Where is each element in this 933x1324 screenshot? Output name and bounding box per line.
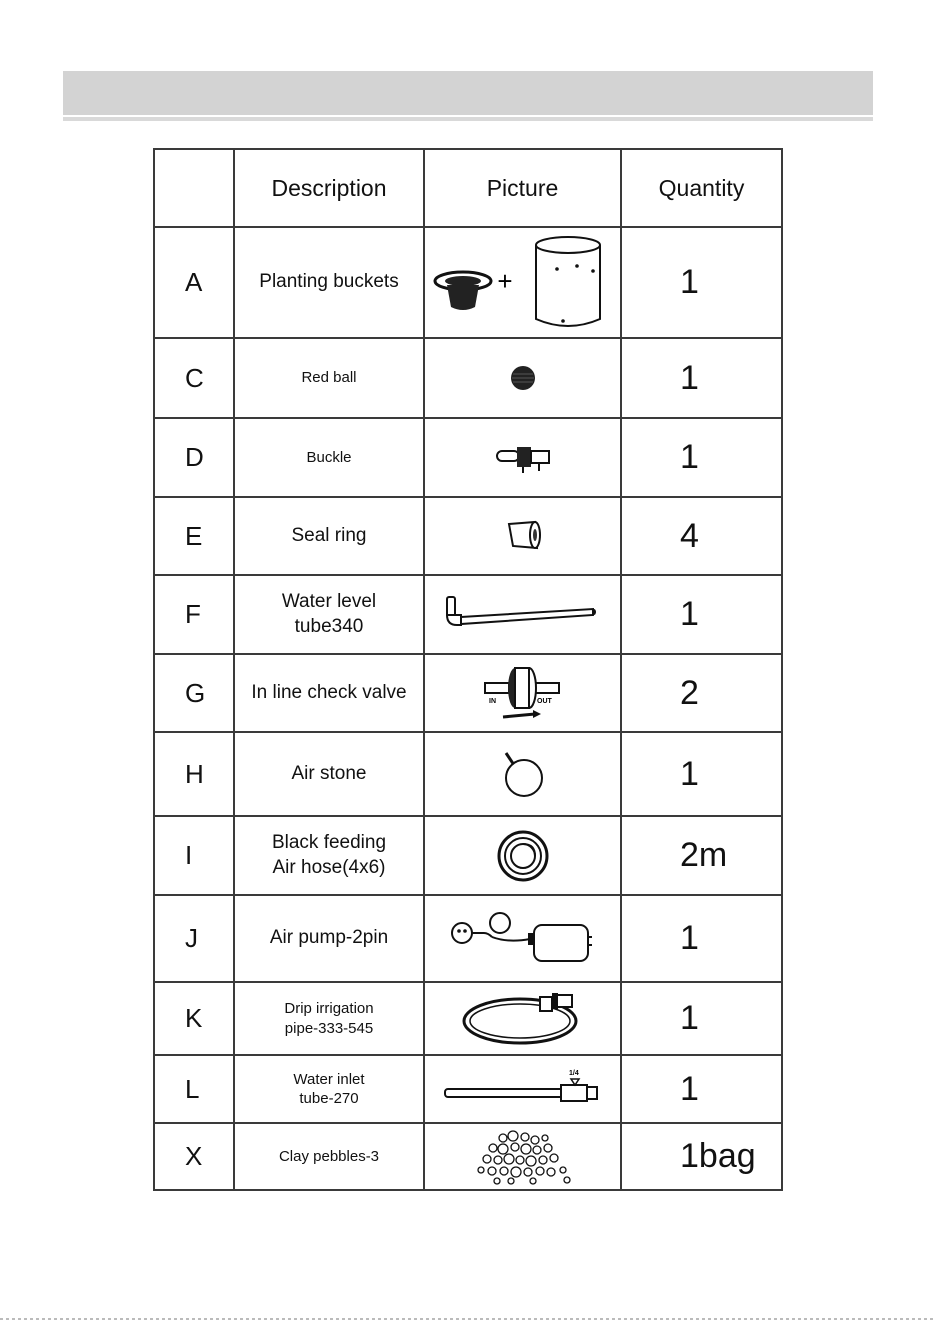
header-description: Description — [234, 149, 424, 227]
table-row — [154, 816, 782, 895]
drip-pipe-icon — [458, 989, 588, 1049]
table-row — [154, 575, 782, 654]
item-picture — [424, 982, 621, 1055]
table-row — [154, 1055, 782, 1123]
table-row — [154, 654, 782, 732]
item-letter: H — [154, 732, 234, 816]
item-letter: E — [154, 497, 234, 575]
item-letter: I — [154, 816, 234, 895]
item-picture — [424, 895, 621, 982]
item-picture — [424, 816, 621, 895]
item-description: Drip irrigation pipe-333-545 — [234, 982, 424, 1055]
item-letter: A — [154, 227, 234, 338]
item-picture — [424, 575, 621, 654]
item-description: Air stone — [234, 732, 424, 816]
item-letter: K — [154, 982, 234, 1055]
item-picture — [424, 497, 621, 575]
item-quantity: 4 — [621, 497, 782, 575]
red-ball-icon — [508, 363, 538, 393]
item-description: Buckle — [234, 418, 424, 497]
item-letter: D — [154, 418, 234, 497]
item-quantity: 1 — [621, 338, 782, 418]
air-hose-icon — [495, 828, 551, 884]
item-picture — [424, 654, 621, 732]
air-stone-icon — [498, 749, 548, 799]
item-description: Red ball — [234, 338, 424, 418]
item-picture — [424, 1123, 621, 1190]
item-description: Planting buckets — [234, 227, 424, 338]
item-letter: G — [154, 654, 234, 732]
item-quantity: 1 — [621, 895, 782, 982]
air-pump-icon — [448, 909, 598, 969]
svg-text:+: + — [496, 265, 513, 296]
water-level-tube-icon — [443, 595, 603, 635]
table-row — [154, 418, 782, 497]
item-letter: L — [154, 1055, 234, 1123]
item-picture — [424, 418, 621, 497]
seal-ring-icon — [503, 518, 543, 554]
header-item — [154, 149, 234, 227]
item-description: In line check valve — [234, 654, 424, 732]
item-description: Air pump-2pin — [234, 895, 424, 982]
table-row — [154, 227, 782, 338]
section-header-bar — [63, 71, 873, 115]
svg-text:OUT: OUT — [536, 698, 552, 705]
item-description: Clay pebbles-3 — [234, 1123, 424, 1190]
page-bottom-border — [0, 1318, 933, 1320]
item-quantity: 2m — [621, 816, 782, 895]
item-picture — [424, 732, 621, 816]
clay-pebbles-icon — [473, 1128, 573, 1186]
header-quantity: Quantity — [621, 149, 782, 227]
table-row — [154, 497, 782, 575]
item-letter: C — [154, 338, 234, 418]
table-row — [154, 732, 782, 816]
item-letter: X — [154, 1123, 234, 1190]
item-picture — [424, 1055, 621, 1123]
check-valve-icon — [483, 663, 563, 723]
item-description: Water level tube340 — [234, 575, 424, 654]
item-quantity: 1 — [621, 732, 782, 816]
item-quantity: 1 — [621, 227, 782, 338]
item-picture — [424, 227, 621, 338]
planting-buckets-icon — [433, 233, 613, 333]
item-quantity: 1 — [621, 575, 782, 654]
table-row — [154, 895, 782, 982]
item-picture — [424, 338, 621, 418]
table-row — [154, 338, 782, 418]
item-description: Seal ring — [234, 497, 424, 575]
item-quantity: 2 — [621, 654, 782, 732]
item-quantity: 1 — [621, 418, 782, 497]
item-letter: F — [154, 575, 234, 654]
header-picture: Picture — [424, 149, 621, 227]
table-row — [154, 1123, 782, 1190]
item-description: Water inlet tube-270 — [234, 1055, 424, 1123]
svg-text:IN: IN — [488, 698, 496, 705]
item-quantity: 1bag — [621, 1123, 782, 1190]
table-header-row — [154, 149, 782, 227]
item-quantity: 1 — [621, 982, 782, 1055]
parts-list-table — [153, 148, 783, 1191]
svg-text:1/4: 1/4 — [568, 1070, 579, 1077]
item-quantity: 1 — [621, 1055, 782, 1123]
table-row — [154, 982, 782, 1055]
item-letter: J — [154, 895, 234, 982]
header-divider — [63, 117, 873, 121]
water-inlet-tube-icon — [443, 1067, 603, 1111]
item-description: Black feeding Air hose(4x6) — [234, 816, 424, 895]
buckle-icon — [493, 441, 553, 475]
